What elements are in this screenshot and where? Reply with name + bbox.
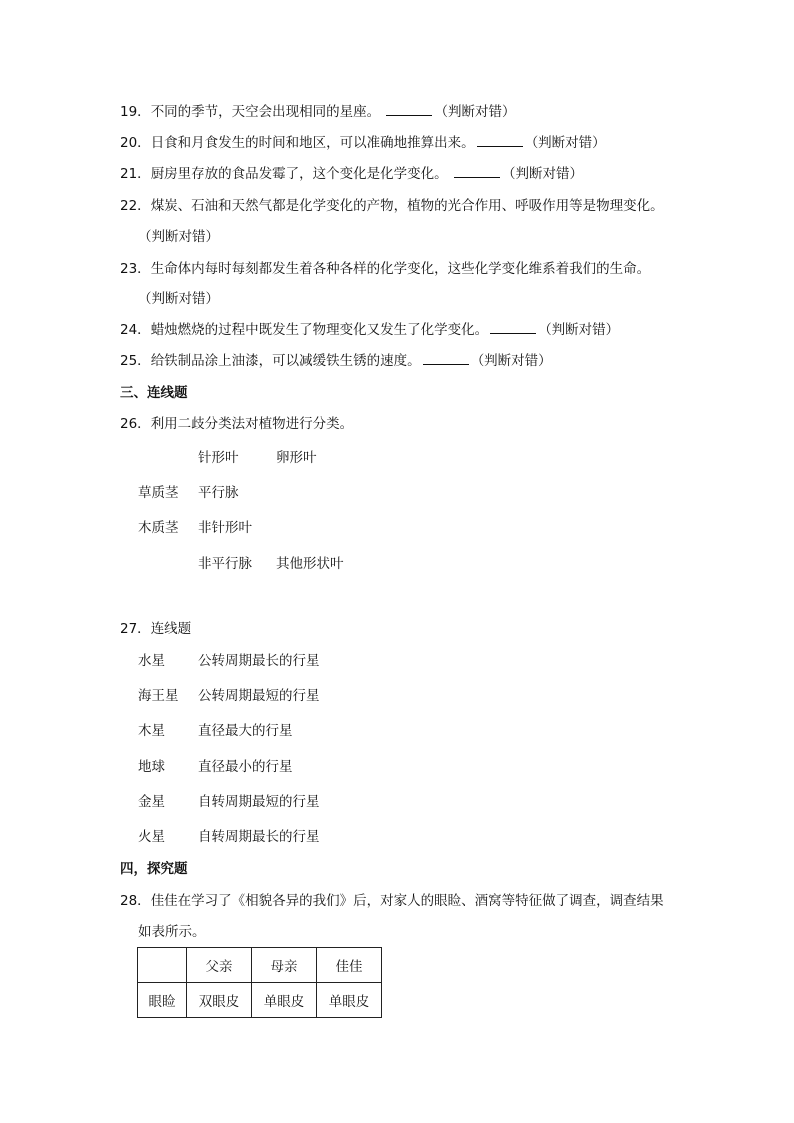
question-text: 利用二歧分类法对植物进行分类。 xyxy=(150,416,354,432)
section-3-title: 三、连线题 xyxy=(120,385,188,401)
question-number: 27． xyxy=(120,621,151,637)
q26-item-other-leaf[interactable]: 其他形状叶 xyxy=(276,556,344,572)
q27-property[interactable]: 自转周期最短的行星 xyxy=(198,794,320,810)
q27-planet[interactable]: 木星 xyxy=(138,723,165,739)
q27-planet[interactable]: 火星 xyxy=(138,829,165,845)
question-27 xyxy=(120,620,191,638)
question-hint: （判断对错） xyxy=(524,135,606,151)
question-23 xyxy=(120,260,650,278)
question-text: 生命体内每时每刻都发生着各种各样的化学变化，这些化学变化维系着我们的生命。 xyxy=(150,261,651,277)
answer-blank[interactable] xyxy=(454,165,500,178)
question-number: 25． xyxy=(120,353,151,369)
question-number: 19． xyxy=(120,104,151,120)
q26-item-oval-leaf[interactable]: 卵形叶 xyxy=(276,450,317,466)
table-header-row xyxy=(138,948,382,983)
table-header-father: 父亲 xyxy=(187,948,252,983)
q27-property[interactable]: 公转周期最长的行星 xyxy=(198,653,320,669)
question-22-hint: （判断对错） xyxy=(138,229,219,245)
q26-item-parallel-vein[interactable]: 平行脉 xyxy=(198,485,239,501)
question-text: 连线题 xyxy=(150,621,192,637)
q27-planet[interactable]: 海王星 xyxy=(138,688,179,704)
question-number: 26． xyxy=(120,416,151,432)
question-text: 佳佳在学习了《相貌各异的我们》后，对家人的眼睑、酒窝等特征做了调查，调查结果 xyxy=(150,893,664,909)
question-text: 不同的季节，天空会出现相同的星座。 xyxy=(150,104,381,120)
q26-item-non-needle-leaf[interactable]: 非针形叶 xyxy=(198,520,252,536)
answer-blank[interactable] xyxy=(386,103,432,116)
question-hint: （判断对错） xyxy=(470,353,552,369)
question-text: 给铁制品涂上油漆，可以减缓铁生锈的速度。 xyxy=(150,353,421,369)
q27-property[interactable]: 直径最小的行星 xyxy=(198,759,293,775)
survey-table xyxy=(137,947,382,1018)
question-number: 22． xyxy=(120,198,151,214)
question-22 xyxy=(120,197,664,215)
q27-property[interactable]: 直径最大的行星 xyxy=(198,723,293,739)
q27-property[interactable]: 公转周期最短的行星 xyxy=(198,688,320,704)
question-26 xyxy=(120,415,353,433)
question-text: 日食和月食发生的时间和地区，可以准确地推算出来。 xyxy=(150,135,475,151)
question-hint: （判断对错） xyxy=(538,322,620,338)
question-number: 21． xyxy=(120,166,151,182)
question-25 xyxy=(120,352,552,370)
question-number: 24． xyxy=(120,322,151,338)
table-header-mother: 母亲 xyxy=(252,948,317,983)
q26-item-woody-stem[interactable]: 木质茎 xyxy=(138,520,179,536)
table-row xyxy=(138,983,382,1018)
q26-item-needle-leaf[interactable]: 针形叶 xyxy=(198,450,239,466)
question-hint: （判断对错） xyxy=(434,104,516,120)
question-number: 23． xyxy=(120,261,151,277)
question-text: 煤炭、石油和天然气都是化学变化的产物，植物的光合作用、呼吸作用等是物理变化。 xyxy=(150,198,664,214)
q27-property[interactable]: 自转周期最长的行星 xyxy=(198,829,320,845)
question-19 xyxy=(120,103,515,121)
question-number: 20． xyxy=(120,135,151,151)
table-cell: 单眼皮 xyxy=(317,983,382,1018)
answer-blank[interactable] xyxy=(423,352,469,365)
question-hint: （判断对错） xyxy=(501,166,583,182)
table-header-jiajia: 佳佳 xyxy=(317,948,382,983)
question-21 xyxy=(120,165,583,183)
section-4-title: 四，探究题 xyxy=(120,861,188,877)
question-28-line2: 如表所示。 xyxy=(138,924,206,940)
q26-item-non-parallel-vein[interactable]: 非平行脉 xyxy=(198,556,252,572)
table-cell: 眼睑 xyxy=(138,983,187,1018)
answer-blank[interactable] xyxy=(477,134,523,147)
question-20 xyxy=(120,134,606,152)
table-cell xyxy=(138,948,187,983)
question-number: 28． xyxy=(120,893,151,909)
table-cell: 双眼皮 xyxy=(187,983,252,1018)
question-23-hint: （判断对错） xyxy=(138,291,219,307)
q26-item-herbaceous-stem[interactable]: 草质茎 xyxy=(138,485,179,501)
q27-planet[interactable]: 金星 xyxy=(138,794,165,810)
table-cell: 单眼皮 xyxy=(252,983,317,1018)
question-28 xyxy=(120,892,664,910)
question-text: 厨房里存放的食品发霉了，这个变化是化学变化。 xyxy=(150,166,448,182)
answer-blank[interactable] xyxy=(490,321,536,334)
q27-planet[interactable]: 水星 xyxy=(138,653,165,669)
question-text: 蜡烛燃烧的过程中既发生了物理变化又发生了化学变化。 xyxy=(150,322,489,338)
question-24 xyxy=(120,321,619,339)
q27-planet[interactable]: 地球 xyxy=(138,759,165,775)
